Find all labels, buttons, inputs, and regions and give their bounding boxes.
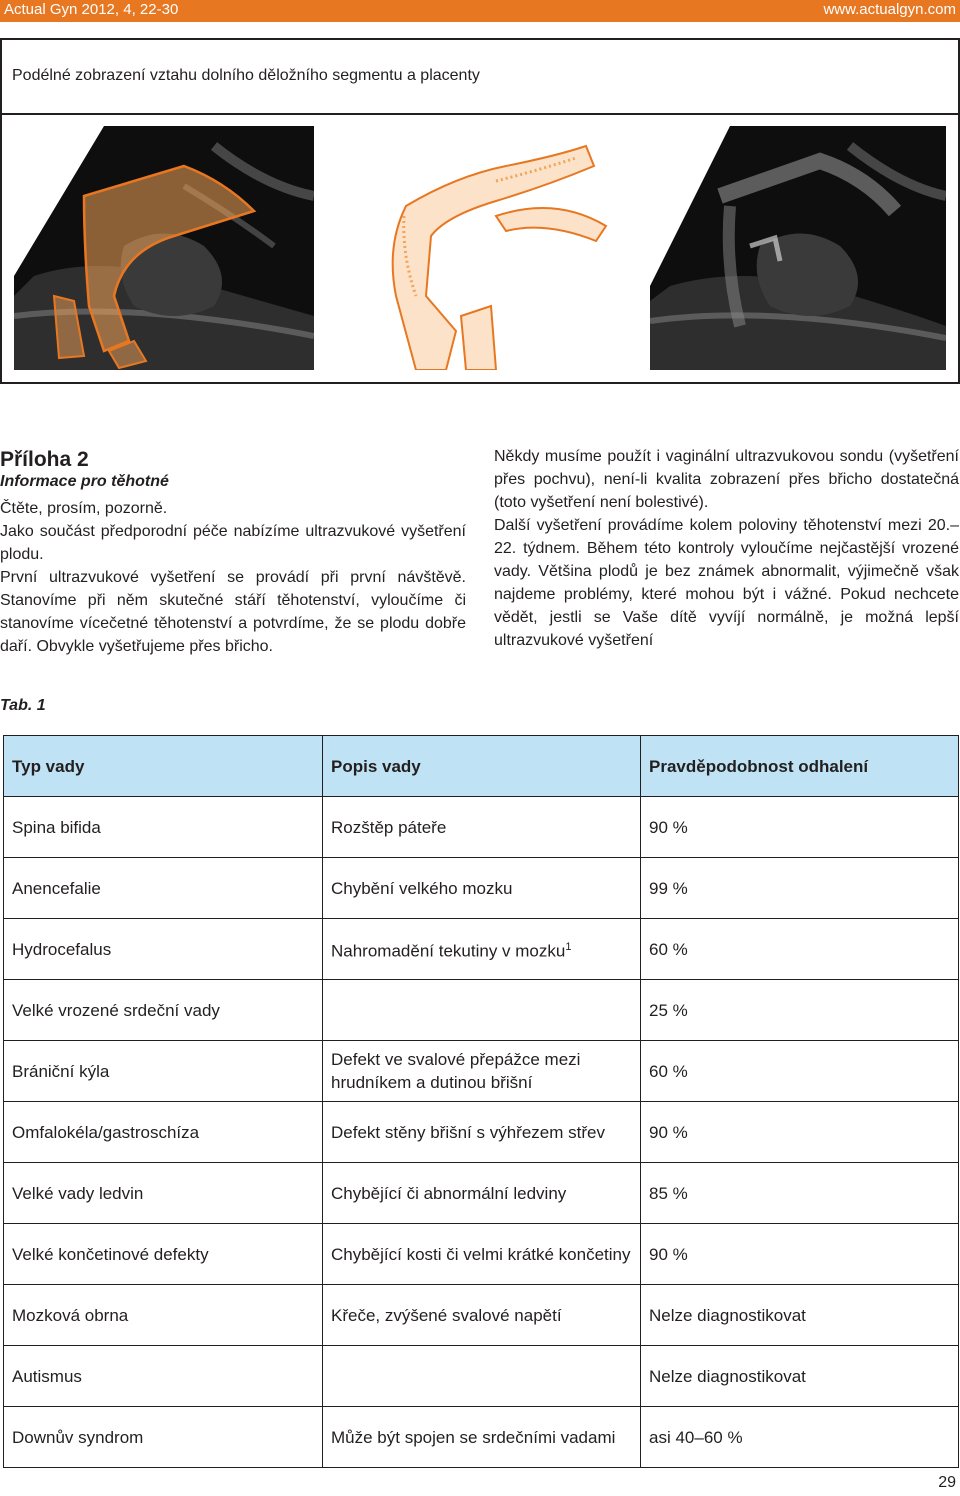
cell-pravdepodobnost-text: 60 %: [649, 939, 688, 959]
journal-website-link[interactable]: www.actualgyn.com: [823, 1, 956, 18]
schematic-drawing: [346, 126, 636, 370]
cell-popis: [323, 1346, 641, 1407]
table-row: [4, 1224, 959, 1285]
cell-typ: [4, 1224, 323, 1285]
table-row: [4, 1346, 959, 1407]
cell-typ: [4, 1041, 323, 1102]
cell-pravdepodobnost-text: 99 %: [649, 878, 688, 898]
cell-pravdepodobnost-text: asi 40–60 %: [649, 1427, 743, 1447]
cell-pravdepodobnost: [641, 1041, 959, 1102]
table-row: [4, 1041, 959, 1102]
column-header-typ: Typ vady: [4, 736, 323, 797]
cell-pravdepodobnost: [641, 1102, 959, 1163]
cell-pravdepodobnost-text: 90 %: [649, 817, 688, 837]
cell-pravdepodobnost-text: 90 %: [649, 1122, 688, 1142]
cell-pravdepodobnost-text: Nelze diagnostikovat: [649, 1366, 806, 1386]
cell-typ: [4, 1346, 323, 1407]
cell-pravdepodobnost-text: 25 %: [649, 1000, 688, 1020]
table-header-row: [4, 736, 959, 797]
appendix-subtitle: Informace pro těhotné: [0, 473, 169, 490]
cell-typ: [4, 1163, 323, 1224]
cell-typ: [4, 1285, 323, 1346]
appendix-left-text: Čtěte, prosím, pozorně. Jako součást předporodní péče nabízíme ultrazvukové vyšetření plodu. První ultrazvukové vyšetření se provádí při první návštěvě. Stanovíme při něm skutečné stáří těhotenství, vyloučíme či stanovíme vícečetné těhotenství a potvrdíme, že se plodu dobře daří. Obvykle vyšetřujeme přes břicho.: [0, 500, 466, 655]
ultrasound-raw-image: [650, 126, 946, 370]
cell-typ-text: Mozková obrna: [12, 1305, 129, 1325]
cell-popis: [323, 919, 641, 980]
cell-pravdepodobnost: [641, 1163, 959, 1224]
cell-pravdepodobnost-text: 85 %: [649, 1183, 688, 1203]
cell-popis-text: Křeče, zvýšené svalové napětí: [331, 1305, 562, 1325]
cell-pravdepodobnost: [641, 1224, 959, 1285]
table-row: [4, 980, 959, 1041]
figure-caption: Podélné zobrazení vztahu dolního děložního segmentu a placenty: [12, 67, 480, 84]
cell-typ: [4, 980, 323, 1041]
cell-popis-text: Rozštěp páteře: [331, 817, 447, 837]
cell-typ-text: Brániční kýla: [12, 1061, 110, 1081]
cell-typ: [4, 1102, 323, 1163]
cell-typ: [4, 1407, 323, 1468]
cell-typ-text: Anencefalie: [12, 878, 101, 898]
cell-pravdepodobnost: [641, 919, 959, 980]
cell-popis: [323, 858, 641, 919]
cell-popis: [323, 1163, 641, 1224]
table-row: [4, 919, 959, 980]
table-row: [4, 1102, 959, 1163]
cell-popis-text: Defekt ve svalové přepážce mezi hrudníkem a dutinou břišní: [331, 1050, 581, 1092]
column-header-pravdepodobnost: Pravděpodobnost odhalení: [641, 736, 959, 797]
cell-pravdepodobnost-text: 90 %: [649, 1244, 688, 1264]
cell-typ-text: Hydrocefalus: [12, 939, 112, 959]
cell-typ-text: Omfalokéla/gastroschíza: [12, 1122, 200, 1142]
appendix-right-text: Někdy musíme použít i vaginální ultrazvukovou sondu (vyšetření přes pochvu), není-li kvalita zobrazení přes břicho dostatečná (toto vyšetření není bolestivé). Další vyšetření provádíme kolem poloviny těhotenství mezi 20.–22. týdnem. Během této kontroly vyloučíme nejčastější vrozené vady. Většina plodů je bez známek abnormalit, výjimečně však najdeme problémy, které mohou být i vážné. Pokud nechcete vědět, jestli se Vaše dítě vyvíjí normálně, je možná lepší ultrazvukové vyšetření: [494, 448, 959, 649]
cell-pravdepodobnost-text: 60 %: [649, 1061, 688, 1081]
ultrasound-annotated-image: [14, 126, 314, 370]
column-header-popis: Popis vady: [323, 736, 641, 797]
appendix-title: Příloha 2: [0, 448, 89, 471]
table-row: [4, 797, 959, 858]
cell-typ-text: Spina bifida: [12, 817, 101, 837]
cell-typ-text: Autismus: [12, 1366, 82, 1386]
journal-citation: Actual Gyn 2012, 4, 22-30: [4, 1, 179, 18]
cell-popis: [323, 980, 641, 1041]
table-row: [4, 1163, 959, 1224]
cell-typ: [4, 797, 323, 858]
cell-popis-text: Chybějící kosti či velmi krátké končetiny: [331, 1244, 631, 1264]
cell-pravdepodobnost: [641, 980, 959, 1041]
cell-typ: [4, 919, 323, 980]
table-row: [4, 1285, 959, 1346]
cell-popis: [323, 1285, 641, 1346]
cell-pravdepodobnost: [641, 1346, 959, 1407]
cell-typ-text: Downův syndrom: [12, 1427, 144, 1447]
cell-popis: [323, 1102, 641, 1163]
journal-header-bar: [0, 0, 960, 22]
footnote-marker: 1: [565, 940, 572, 953]
cell-popis-text: Defekt stěny břišní s výhřezem střev: [331, 1122, 605, 1142]
cell-pravdepodobnost: [641, 858, 959, 919]
page-number: 29: [938, 1474, 956, 1491]
table-body: [4, 797, 959, 1468]
table-row: [4, 858, 959, 919]
cell-popis: [323, 1407, 641, 1468]
cell-popis: [323, 797, 641, 858]
figure-box: [0, 38, 960, 384]
table-row: [4, 1407, 959, 1468]
cell-pravdepodobnost: [641, 1407, 959, 1468]
cell-typ-text: Velké vady ledvin: [12, 1183, 144, 1203]
cell-pravdepodobnost: [641, 1285, 959, 1346]
defects-table: [3, 735, 959, 1468]
cell-popis-text: Nahromadění tekutiny v mozku: [331, 941, 566, 961]
table-label: Tab. 1: [0, 697, 46, 714]
cell-pravdepodobnost: [641, 797, 959, 858]
cell-popis-text: Chybění velkého mozku: [331, 878, 513, 898]
cell-pravdepodobnost-text: Nelze diagnostikovat: [649, 1305, 806, 1325]
cell-popis: [323, 1041, 641, 1102]
cell-typ-text: Velké vrozené srdeční vady: [12, 1000, 220, 1020]
cell-popis-text: Může být spojen se srdečními vadami: [331, 1427, 616, 1447]
cell-typ-text: Velké končetinové defekty: [12, 1244, 209, 1264]
figure-divider: [2, 113, 958, 115]
cell-popis: [323, 1224, 641, 1285]
cell-typ: [4, 858, 323, 919]
cell-popis-text: Chybějící či abnormální ledviny: [331, 1183, 567, 1203]
